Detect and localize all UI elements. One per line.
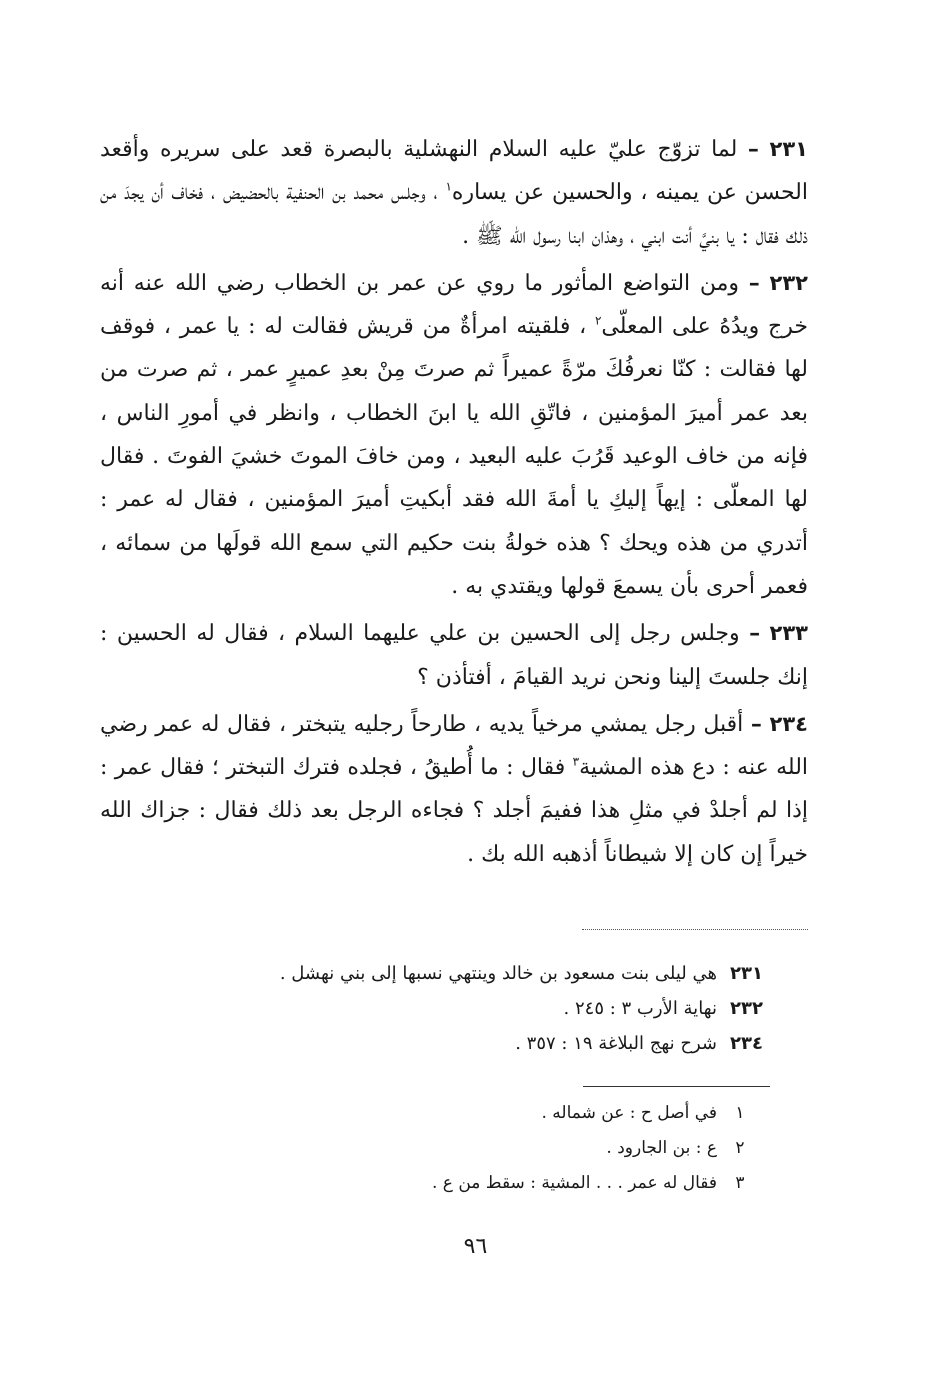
footnotes-divider xyxy=(583,1086,770,1087)
paragraph-number: ٢٣٣ xyxy=(769,621,808,646)
footnote-marker: ٣ xyxy=(572,754,580,769)
paragraph-text: ومن التواضع المأثور ما روي عن عمر بن الخطاب رضي الله عنه أنه خرج ويدُهُ على المعلّى xyxy=(100,270,808,340)
paragraph-231 xyxy=(100,128,808,258)
footnote-number: ١ xyxy=(735,1103,745,1123)
source-number: ٢٣١ xyxy=(730,963,763,984)
sources-divider xyxy=(582,929,808,930)
paragraph-dash: – xyxy=(749,620,761,647)
paragraph-number: ٢٣١ xyxy=(769,137,808,161)
footnote-number: ٣ xyxy=(735,1173,745,1193)
paragraph-234 xyxy=(100,703,808,876)
paragraph-232 xyxy=(100,262,808,608)
footnotes-list xyxy=(432,1096,763,1201)
source-entry xyxy=(280,1026,763,1061)
paragraph-dash: – xyxy=(747,136,759,162)
footnote-entry xyxy=(432,1166,763,1201)
footnote-text: ع : بن الجارود . xyxy=(606,1138,717,1158)
paragraph-dash: – xyxy=(750,710,762,737)
footnote-text: في أصل ح : عن شماله . xyxy=(541,1103,717,1123)
source-text: شرح نهج البلاغة ١٩ : ٣٥٧ . xyxy=(515,1033,717,1054)
footnote-marker: ٢ xyxy=(594,313,602,328)
main-text xyxy=(100,128,808,876)
paragraph-number: ٢٣٢ xyxy=(769,270,808,295)
page-number: ٩٦ xyxy=(463,1234,488,1259)
paragraph-text: وجلس رجل إلى الحسين بن علي عليهما السلام ، فقال له الحسين : إنك جلستَ إلينا ونحن نريد القيامَ ، أفتأذن ؟ xyxy=(100,621,808,690)
footnote-entry xyxy=(432,1131,763,1166)
paragraph-text: ، فلقيته امرأةٌ من قريش فقالت له : يا عمر ، فوقف لها فقالت : كنّا نعرفُكَ مرّةً عميراً ثم صرتَ مِنْ بعدِ عميرٍ عمر ، ثم صرت من بعد عمر أميرَ المؤمنين ، فاتّقِ الله يا ابنَ الخطاب ، وانظر في أمورِ الناس ، فإنه من خاف الوعيد قَرُبَ عليه البعيد ، ومن خافَ الموتَ خشيَ الفوتَ . فقال لها المعلّى : إيهاً إليكِ يا أمةَ الله فقد أبكيتِ أميرَ المؤمنين ، فقال له عمر : أتدري من هذه ويحك ؟ هذه خولةُ بنت حكيم التي سمع الله قولَها من سمائه ، فعمر أحرى بأن يسمعَ قولها ويقتدي به . xyxy=(100,314,808,599)
sources-list xyxy=(280,956,763,1061)
paragraph-dash: – xyxy=(748,269,760,296)
source-entry xyxy=(280,991,763,1026)
source-number: ٢٣٢ xyxy=(730,998,763,1019)
paragraph-text: ، وجلس محمد بن الحنفية بالحضيض ، فخاف أن يجدَ من ذلك فقال : يا بنيَّ أنت ابني ، وهذان ابنا رسول الله ﷺ . xyxy=(100,180,808,249)
paragraph-233 xyxy=(100,612,808,699)
paragraph-number: ٢٣٤ xyxy=(769,711,808,736)
source-entry xyxy=(280,956,763,991)
paragraph-text: أقبل رجل يمشي مرخياً يديه ، طارحاً رجليه يتبختر ، فقال له عمر رضي الله عنه : دع هذه المشية xyxy=(100,711,809,781)
paragraph-text: لما تزوّج عليّ عليه السلام النهشلية بالبصرة قعد على سريره وأقعد الحسن عن يمينه ، والحسين عن يساره xyxy=(100,137,808,206)
paragraph-text: فقال : ما أُطيقُ ، فجلده فترك التبختر ؛ فقال عمر : إذا لم أجلدْ في مثلِ هذا ففيمَ أجلد ؟ فجاءه الرجل بعد ذلك فقال : جزاك الله خيراً إن كان إلا شيطاناً أذهبه الله بك . xyxy=(100,755,808,867)
footnote-marker: ١ xyxy=(445,179,452,194)
footnote-entry xyxy=(432,1096,763,1131)
source-number: ٢٣٤ xyxy=(730,1033,763,1054)
source-text: هي ليلى بنت مسعود بن خالد وينتهي نسبها إلى بني نهشل . xyxy=(279,963,717,984)
footnote-text: فقال له عمر . . . المشية : سقط من ع . xyxy=(432,1173,717,1193)
footnote-number: ٢ xyxy=(735,1138,745,1158)
source-text: نهاية الأرب ٣ : ٢٤٥ . xyxy=(563,998,717,1019)
